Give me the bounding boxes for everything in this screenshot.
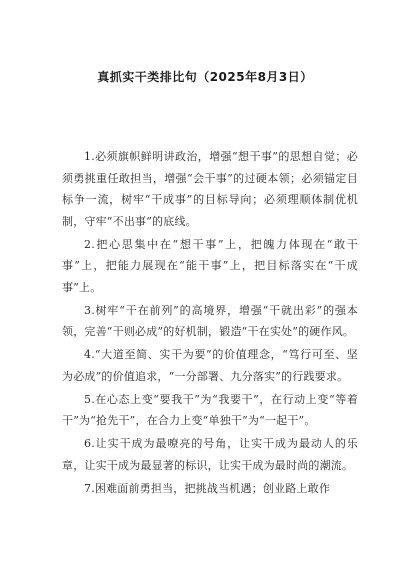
paragraph-5: 5.在心态上变“要我干”为“我要干”，在行动上变“等着干”为“抢先干”，在合力上变“单独干”为“一起干”。 <box>62 392 358 427</box>
paragraph-4: 4.“大道至简、实干为要”的价值理念，“笃行可至、坚为必成”的价值追求，“一分部署、九分落实”的行践要求。 <box>62 348 358 383</box>
paragraph-6: 6.让实干成为最嘹亮的号角，让实干成为最动人的乐章，让实干成为最显著的标识，让实干成为最时尚的潮流。 <box>62 437 358 472</box>
paragraph-2: 2.把心思集中在“想干事”上，把魄力体现在“敢干事”上，把能力展现在“能干事”上，把目标落实在“干成事”上。 <box>62 237 358 294</box>
document-title: 真抓实干类排比句（2025年8月3日） <box>97 70 313 84</box>
document-body <box>62 146 358 501</box>
paragraph-7: 7.困难面前勇担当，把挑战当机遇；创业路上敢作 <box>84 481 331 495</box>
paragraph-3: 3.树牢“干在前列”的高境界，增强“干就出彩”的强本领，完善“干则必成”的好机制，锻造“干在实处”的硬作风。 <box>62 303 358 338</box>
paragraph-1: 1.必须旗帜鲜明讲政治，增强“想干事”的思想自觉；必须勇挑重任敢担当，增强“会干事”的过硬本领；必须锚定目标争一流，树牢“干成事”的目标导向；必须理顺体制优机制，守牢“不出事”的底线。 <box>62 150 358 228</box>
